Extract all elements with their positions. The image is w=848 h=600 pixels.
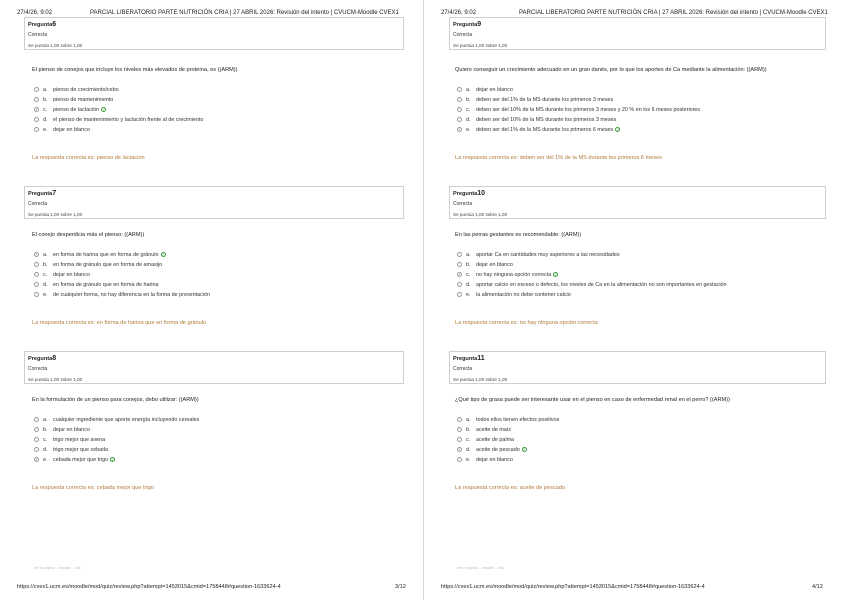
header-title: PARCIAL LIBERATORIO PARTE NUTRICIÓN CRIA | 27 ABRIL 2026: Revisión del intento | CVUCM-Moodle CVEX1: [519, 10, 828, 16]
option-text: aportar Ca en cantidades muy superiores a las necesidades: [476, 252, 620, 258]
question-grade: Se puntúa 1,00 sobre 1,00: [28, 377, 83, 382]
question-text: El pienso de conejos que incluye los niveles más elevados de proteína, es ((ARM)): [32, 67, 238, 73]
answer-option[interactable]: [457, 446, 527, 454]
question-label: Pregunta: [453, 356, 478, 362]
question-grade: Se puntúa 1,00 sobre 1,00: [453, 212, 508, 217]
option-letter: c.: [466, 437, 471, 443]
question-grade: Se puntúa 1,00 sobre 1,00: [28, 212, 83, 217]
option-letter: b.: [43, 97, 48, 103]
question-grade: Se puntúa 1,00 sobre 1,00: [28, 43, 83, 48]
option-letter: a.: [43, 87, 48, 93]
radio-button[interactable]: [34, 282, 39, 287]
question-text: El conejo desperdicia más el pienso: ((ARM)): [32, 232, 145, 238]
option-letter: b.: [466, 427, 471, 433]
answer-option[interactable]: [457, 281, 727, 289]
question-number: [28, 21, 56, 28]
correct-check-icon: ✓: [161, 252, 165, 258]
question-info-box: [449, 17, 826, 50]
correct-answer-feedback: La respuesta correcta es: cebada mejor que trigo: [32, 485, 154, 491]
option-letter: d.: [466, 447, 471, 453]
option-letter: e.: [43, 127, 48, 133]
radio-button[interactable]: [457, 107, 462, 112]
answer-option[interactable]: [34, 446, 108, 454]
question-number-value: 8: [52, 355, 57, 362]
option-text: dejar en blanco: [53, 272, 90, 278]
option-letter: d.: [466, 282, 471, 288]
option-text: no hay ninguna opción correcta: [476, 272, 552, 278]
answer-option[interactable]: [34, 271, 90, 279]
option-text: de cualquier forma, no hay diferencia en la forma de presentación: [53, 292, 211, 298]
radio-button[interactable]: [457, 97, 462, 102]
radio-button[interactable]: [34, 437, 39, 442]
option-text: dejar en blanco: [476, 262, 513, 268]
answer-option[interactable]: [34, 426, 90, 434]
question-info-box: [449, 186, 826, 219]
answer-option[interactable]: [457, 426, 511, 434]
option-text: aportar calcio en exceso o defecto, los niveles de Ca en la alimentación no son importantes en gestación: [476, 282, 727, 288]
radio-button[interactable]: [457, 272, 462, 277]
question-number: [28, 355, 56, 362]
page-footnote: Ver el original ... moodle ... info: [34, 566, 81, 570]
option-text: cualquier ingrediente que aporte energía incluyendo cereales: [53, 417, 200, 423]
question-text: ¿Qué tipo de grasa puede ser interesante usar en el pienso en caso de enfermedad renal en el perro? ((ARM)): [455, 397, 730, 403]
correct-answer-feedback: La respuesta correcta es: en forma de harina que en forma de gránulo: [32, 320, 207, 326]
option-text: deben ser del 1% de la MS durante los primeros 3 meses: [476, 97, 614, 103]
option-text: trigo mejor que avena: [53, 437, 106, 443]
question-number-value: 11: [477, 355, 485, 362]
option-text: el pienso de mantenimiento y lactación frente al de crecimiento: [53, 117, 204, 123]
radio-button[interactable]: [457, 252, 462, 257]
answer-option[interactable]: [457, 251, 620, 259]
header-date: 27/4/26, 9:02: [441, 10, 477, 16]
question-number: [28, 190, 56, 197]
radio-button[interactable]: [457, 457, 462, 462]
radio-button[interactable]: [457, 117, 462, 122]
option-text: cebada mejor que trigo: [53, 457, 109, 463]
option-letter: c.: [43, 437, 48, 443]
option-letter: c.: [43, 272, 48, 278]
question-state: Correcta: [28, 366, 48, 372]
option-text: pienso de lactación: [53, 107, 100, 113]
question-info-box: [24, 186, 404, 219]
question-text: En las perras gestantes es recomendable: ((ARM)): [455, 232, 582, 238]
answer-option[interactable]: [457, 271, 558, 279]
option-text: aceite de palma: [476, 437, 515, 443]
page-number: 3/12: [395, 584, 406, 590]
question-state: Correcta: [453, 201, 473, 207]
footer-url[interactable]: https://cvex1.ucm.es/moodle/mod/quiz/review.php?attempt=1453015&cmid=1758448#question-1633624-4: [441, 584, 705, 590]
question-label: Pregunta: [28, 22, 53, 28]
answer-option[interactable]: [457, 436, 514, 444]
radio-button[interactable]: [34, 262, 39, 267]
option-letter: e.: [466, 457, 471, 463]
option-text: dejar en blanco: [476, 87, 513, 93]
option-text: aceite de maíz: [476, 427, 512, 433]
option-text: pienso de crecimiento/cebo: [53, 87, 119, 93]
radio-button[interactable]: [34, 292, 39, 297]
page-number: 4/12: [812, 584, 823, 590]
option-text: trigo mejor que cebada: [53, 447, 109, 453]
question-label: Pregunta: [453, 22, 478, 28]
radio-button[interactable]: [457, 427, 462, 432]
question-number-value: 9: [477, 21, 482, 28]
radio-button[interactable]: [34, 87, 39, 92]
correct-check-icon: ✓: [111, 457, 115, 463]
correct-check-icon: ✓: [522, 447, 527, 453]
option-letter: d.: [466, 117, 471, 123]
question-number-value: 7: [52, 190, 57, 197]
answer-option[interactable]: [34, 261, 162, 269]
answer-option[interactable]: [34, 106, 106, 114]
answer-option[interactable]: [457, 96, 613, 104]
option-text: en forma de gránulo que en forma de harina: [53, 282, 159, 288]
page-footnote: Ver el original ... moodle ... info: [457, 566, 504, 570]
question-number-value: 10: [477, 190, 486, 197]
option-text: deben ser del 10% de la MS durante los primeros 3 meses: [476, 117, 617, 123]
option-letter: b.: [466, 262, 471, 268]
radio-button[interactable]: [34, 457, 39, 462]
option-letter: c.: [43, 107, 48, 113]
radio-button[interactable]: [34, 417, 39, 422]
option-text: en forma de harina que en forma de gránulo: [53, 252, 159, 258]
question-number: [453, 355, 485, 362]
option-letter: a.: [43, 252, 48, 258]
radio-button[interactable]: [34, 447, 39, 452]
option-letter: a.: [43, 417, 48, 423]
option-text: en forma de gránulo que en forma de amasijo: [53, 262, 163, 268]
answer-option[interactable]: [457, 116, 616, 124]
option-letter: c.: [466, 272, 471, 278]
option-letter: a.: [466, 417, 471, 423]
option-text: deben ser del 1% de la MS durante los primeros 6 meses: [476, 127, 614, 133]
header-title: PARCIAL LIBERATORIO PARTE NUTRICIÓN CRIA | 27 ABRIL 2026: Revisión del intento | CVUCM-Moodle CVEX1: [90, 10, 399, 16]
radio-button[interactable]: [34, 117, 39, 122]
radio-button[interactable]: [457, 437, 462, 442]
option-letter: d.: [43, 117, 48, 123]
question-label: Pregunta: [28, 191, 53, 197]
correct-answer-feedback: La respuesta correcta es: aceite de pescado: [455, 485, 566, 491]
question-info-box: [449, 351, 826, 384]
question-state: Correcta: [28, 201, 48, 207]
answer-option[interactable]: [457, 106, 700, 114]
correct-check-icon: ✓: [554, 272, 558, 278]
option-letter: a.: [466, 252, 471, 258]
question-grade: Se puntúa 1,00 sobre 1,00: [453, 377, 508, 382]
question-info-box: [24, 17, 404, 50]
answer-option[interactable]: [34, 281, 159, 289]
answer-option[interactable]: [457, 126, 620, 134]
answer-option[interactable]: [34, 416, 199, 424]
radio-button[interactable]: [34, 252, 39, 257]
option-text: deben ser del 10% de la MS durante los primeros 3 meses y 20 % en los 6 meses posteriores: [476, 107, 701, 113]
option-text: dejar en blanco: [53, 127, 90, 133]
option-text: dejar en blanco: [53, 427, 90, 433]
option-letter: b.: [43, 262, 48, 268]
answer-option[interactable]: [34, 126, 90, 134]
answer-option[interactable]: [457, 291, 571, 299]
answer-option[interactable]: [457, 456, 513, 464]
radio-button[interactable]: [34, 272, 39, 277]
question-text: En la formulación de un pienso para conejos, debo utilizar: ((ARM)): [32, 397, 199, 403]
option-letter: e.: [466, 292, 471, 298]
option-letter: e.: [43, 292, 48, 298]
answer-option[interactable]: [457, 261, 513, 269]
answer-option[interactable]: [34, 86, 119, 94]
radio-button[interactable]: [457, 262, 462, 267]
footer-url[interactable]: https://cvex1.ucm.es/moodle/mod/quiz/review.php?attempt=1453015&cmid=1758448#question-1633624-4: [17, 584, 281, 590]
answer-option[interactable]: [457, 86, 513, 94]
option-letter: c.: [466, 107, 471, 113]
question-state: Correcta: [453, 366, 473, 372]
answer-option[interactable]: [34, 456, 115, 464]
correct-answer-feedback: La respuesta correcta es: pienso de lactación: [32, 155, 145, 161]
question-state: Correcta: [28, 32, 48, 38]
question-grade: Se puntúa 1,00 sobre 1,00: [453, 43, 508, 48]
radio-button[interactable]: [457, 447, 462, 452]
radio-button[interactable]: [34, 127, 39, 132]
correct-check-icon: ✓: [102, 107, 106, 113]
answer-option[interactable]: [34, 251, 166, 259]
question-label: Pregunta: [453, 191, 478, 197]
radio-button[interactable]: [457, 417, 462, 422]
answer-option[interactable]: [34, 96, 113, 104]
option-letter: d.: [43, 282, 48, 288]
correct-answer-feedback: La respuesta correcta es: no hay ninguna opción correcta: [455, 320, 598, 326]
answer-option[interactable]: [34, 116, 203, 124]
option-letter: e.: [43, 457, 48, 463]
option-letter: e.: [466, 127, 471, 133]
question-state: Correcta: [453, 32, 473, 38]
answer-option[interactable]: [34, 436, 105, 444]
option-text: la alimentación no debe contener calcio: [476, 292, 571, 298]
radio-button[interactable]: [34, 107, 39, 112]
radio-button[interactable]: [457, 282, 462, 287]
option-letter: d.: [43, 447, 48, 453]
header-date: 27/4/26, 9:02: [17, 10, 53, 16]
radio-button[interactable]: [457, 127, 462, 132]
answer-option[interactable]: [457, 416, 559, 424]
radio-button[interactable]: [34, 97, 39, 102]
option-text: pienso de mantenimiento: [53, 97, 114, 103]
option-letter: a.: [466, 87, 471, 93]
question-number-value: 6: [52, 21, 57, 28]
question-label: Pregunta: [28, 356, 53, 362]
correct-answer-feedback: La respuesta correcta es: deben ser del 1% de la MS durante los primeros 6 meses: [455, 155, 663, 161]
print-page: [424, 0, 848, 600]
answer-option[interactable]: [34, 291, 210, 299]
question-number: [453, 190, 485, 197]
option-letter: b.: [43, 427, 48, 433]
radio-button[interactable]: [34, 427, 39, 432]
option-letter: b.: [466, 97, 471, 103]
option-text: dejar en blanco: [476, 457, 513, 463]
question-number: [453, 21, 481, 28]
question-info-box: [24, 351, 404, 384]
radio-button[interactable]: [457, 87, 462, 92]
correct-check-icon: ✓: [616, 127, 620, 133]
radio-button[interactable]: [457, 292, 462, 297]
option-text: aceite de pescado: [476, 447, 520, 453]
question-text: Quiero conseguir un crecimiento adecuado en un gran danés, por lo que los aportes de Ca mediante la alimentación: ((ARM)): [455, 67, 767, 73]
option-text: todos ellos tienen efectos positivos: [476, 417, 560, 423]
